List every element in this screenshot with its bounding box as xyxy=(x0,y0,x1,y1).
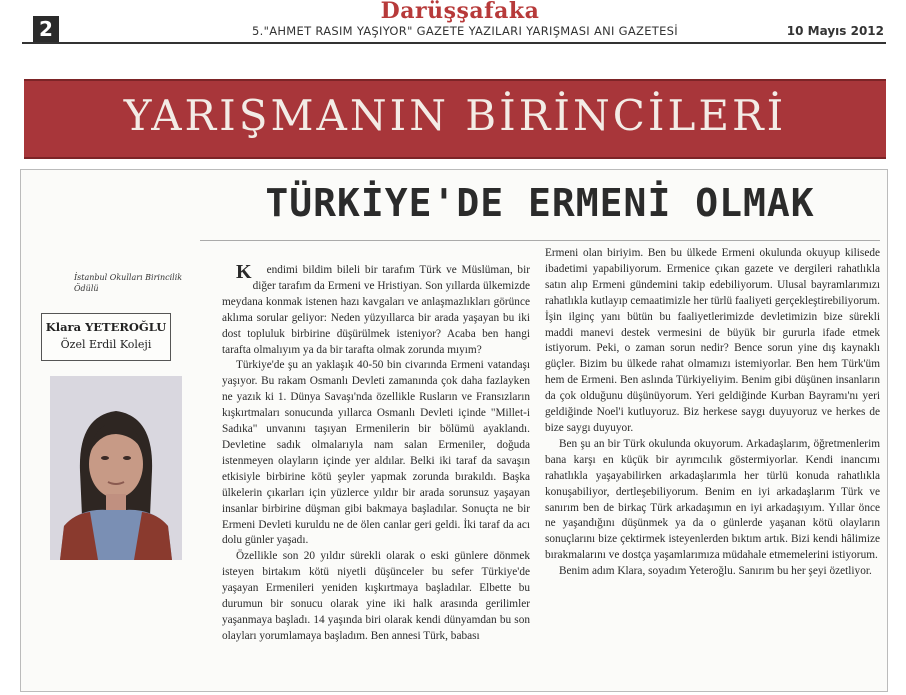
paragraph: Ben şu an bir Türk okulunda okuyorum. Arkadaşlarım, öğretmenlerim bana karşı en küçük bir ayrımcılık göstermiyorlar. Kendi inancımı rahatlıkla yaşayabilirken arkadaşlarımla her türlü konuda rahatlıkla konuşabiliyor, dertleşebiliyorum. Benim en iyi arkadaşlarım Türk ve sanırım ben de birkaç Türk arkadaşımın en iyi arkadaşıyım. Yıllar önce ne yaşandığını düşünmek ya da o günlerde yaşanan kötü olayların sonuçlarını bize çektirmek isteyenlerden bıktım artık. Bizi kendi hâlimize bırakmalarını ve dostça yaşamlarımıza müdahale etmemelerini istiyorum. xyxy=(545,437,880,562)
article-title: TÜRKİYE'DE ERMENİ OLMAK xyxy=(265,181,815,225)
banner-title: YARIŞMANIN BİRİNCİLERİ xyxy=(123,91,787,140)
drop-cap: K xyxy=(236,261,252,283)
paragraph: Özellikle son 20 yıldır sürekli olarak o eski günlere dönmek isteyen birtakım kötü niyetli düşünceler bu sefer Türkiye'de yaşayan Ermenileri yeniden kışkırtmaya başladılar. Elbette bu durumun bir sonucu olarak yine iki halk arasında gerilimler yaşanmaya başladı. 14 yaşında biri olarak kendi dünyamdan bu son olayları yorumlamaya başladım. Ben annesi Türk, babası xyxy=(222,550,530,642)
paragraph: Ermeni olan biriyim. Ben bu ülkede Ermeni okulunda okuyup kilisede ibadetimi yapabiliyorum. Ermenice çıkan gazete ve dergileri rahatlıkla satın alıp Ermeni gündemini takip edebiliyorum. Ulusal bayramlarımızı rahatlıkla kutlayıp cemaatimizle her türlü faaliyeti gerçekleştirebiliyorum. İşin ilginç yanı bütün bu faaliyetlerimizde devletimizin bize sürekli maddi manevi destek vermesini de büyük bir gururla ifade etmek istiyorum. Peki, o zaman sorun nedir? Bence sorun yine dış kaynaklı güçler. Bizim bu ülkede rahat olmamızı istemiyorlar. Ben hem Türk'üm hem de Ermeni. Ben aslında Türkiyeliyim. Benim gibi düşünen insanların da çok olduğunu düşünüyorum. Yeri geldiğinde Kurban Bayramı'nı yeri geldiğinde Noel'i kutluyoruz. Biz herkese saygı duyuyoruz ve herkes de bize saygı duyuyor. xyxy=(545,247,880,434)
article-column-left xyxy=(222,263,530,645)
award-caption: İstanbul Okulları Birincilik Ödülü xyxy=(74,273,183,293)
newspaper-subtitle: 5."AHMET RASIM YAŞIYOR" GAZETE YAZILARI YARIŞMASI ANI GAZETESİ xyxy=(252,24,678,38)
masthead-logo: Darüşşafaka xyxy=(380,0,540,24)
title-rule xyxy=(200,240,880,241)
author-school: Özel Erdil Koleji xyxy=(60,338,152,351)
header-rule xyxy=(22,42,886,44)
issue-date: 10 Mayıs 2012 xyxy=(786,24,884,38)
paragraph xyxy=(222,263,530,358)
article-column-right xyxy=(545,246,880,580)
paragraph: Benim adım Klara, soyadım Yeteroğlu. Sanırım bu her şeyi özetliyor. xyxy=(559,565,872,578)
portrait-drawing xyxy=(50,376,182,560)
page-number: 2 xyxy=(33,16,59,42)
paragraph-text: endimi bildim bileli bir tarafım Türk ve Müslüman, bir diğer tarafım da Ermeni ve Hristiyan. Son yıllarda ülkemizde meydana konmak istenen hazı kavgaları ve anlaşmazlıkları görünce aklıma sorular geliyor: Neden yüzyıllarca bir arada yaşayan bu iki dost topluluk birbirine düşürülmek isteniyor? Acaba ben hangi tarafta olmalıyım ya da bir tarafta olmak zorunda mıyım? xyxy=(222,264,530,356)
student-portrait-icon xyxy=(50,376,182,560)
section-banner xyxy=(24,79,886,159)
author-name: Klara YETEROĞLU xyxy=(45,320,167,334)
paragraph: Türkiye'de şu an yaklaşık 40-50 bin civarında Ermeni vatandaşı yaşıyor. Bu rakam Osmanlı Devleti zamanında çok daha fazlayken ne yazık ki 1. Dünya Savaşı'nda özellikle Rusların ve Fransızların kışkırtmaları sonucunda yıllarca Osmanlı Devleti içinde "Millet-i Sadıka" unvanını taşıyan Ermenilerin bir bölümü ayaklandı. Devletine sadık olmalarıyla nam salan Ermeniler, doğuda istenmeyen olayların içinde yer aldılar. Belki iki taraf da savaşın etkisiyle birbirine kötü şeyler yapmak zorunda bırakıldı. Başka ülkelerin çıkarları için yüzlerce yıldır bir arada sorunsuz yaşayan insanlar birbirine düşman gibi bakmaya başladılar. Sonuçta ne bir Ermeni Devleti kuruldu ne de ölen canlar geri geldi. İki taraf da acı dolu günler yaşadı. xyxy=(222,359,530,547)
author-box xyxy=(41,313,171,361)
